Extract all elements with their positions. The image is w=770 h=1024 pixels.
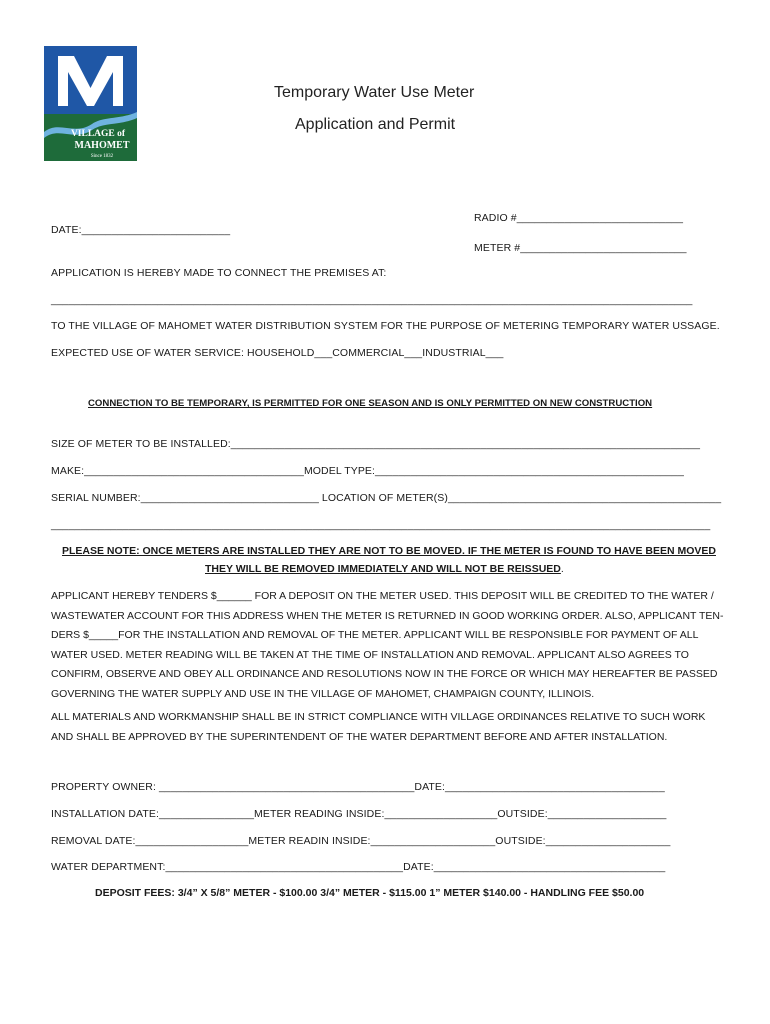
please-note-line2-wrap bbox=[205, 563, 564, 575]
expected-use-field[interactable]: EXPECTED USE OF WATER SERVICE: HOUSEHOLD___COMMERCIAL___INDUSTRIAL___ bbox=[51, 347, 504, 359]
tender-line: DERS $_____FOR THE INSTALLATION AND REMOVAL OF THE METER. APPLICANT WILL BE RESPONSIBLE FOR PAYMENT OF ALL bbox=[51, 629, 699, 641]
village-logo bbox=[44, 46, 137, 161]
tender-line: APPLICANT HEREBY TENDERS $______ FOR A DEPOSIT ON THE METER USED. THIS DEPOSIT WILL BE CREDITED TO THE WATER / bbox=[51, 590, 714, 602]
date-field[interactable]: DATE:_________________________ bbox=[51, 224, 231, 236]
location-continuation-field[interactable]: _______________________________________________________________________________________________________________ bbox=[51, 519, 711, 531]
serial-location-field[interactable]: SERIAL NUMBER:______________________________ LOCATION OF METER(S)______________________________________________ bbox=[51, 492, 722, 504]
materials-paragraph bbox=[51, 708, 719, 747]
connection-notice: CONNECTION TO BE TEMPORARY, IS PERMITTED FOR ONE SEASON AND IS ONLY PERMITTED ON NEW CONSTRUCTION bbox=[88, 398, 653, 409]
materials-line: AND SHALL BE APPROVED BY THE SUPERINTENDENT OF THE WATER DEPARTMENT BEFORE AND AFTER INSTALLATION. bbox=[51, 730, 668, 743]
village-logo-emblem bbox=[44, 46, 137, 161]
application-statement: APPLICATION IS HEREBY MADE TO CONNECT THE PREMISES AT: bbox=[51, 267, 387, 279]
make-model-field[interactable]: MAKE:_____________________________________MODEL TYPE:____________________________________________________ bbox=[51, 465, 684, 477]
deposit-fees: DEPOSIT FEES: 3/4” X 5/8” METER - $100.00 3/4” METER - $115.00 1” METER $140.00 - HANDLING FEE $50.00 bbox=[95, 887, 645, 899]
distribution-statement: TO THE VILLAGE OF MAHOMET WATER DISTRIBUTION SYSTEM FOR THE PURPOSE OF METERING TEMPORARY WATER USSAGE. bbox=[51, 320, 720, 332]
page-title: Temporary Water Use Meter bbox=[274, 84, 475, 101]
meter-field[interactable]: METER #____________________________ bbox=[474, 242, 687, 254]
tender-line: WASTEWATER ACCOUNT FOR THIS ADDRESS WHEN THE METER IS RETURNED IN GOOD WORKING ORDER. ALSO, APPLICANT TEN- bbox=[51, 609, 724, 622]
page-subtitle: Application and Permit bbox=[295, 116, 456, 133]
please-note-period: . bbox=[560, 563, 564, 575]
water-department-field[interactable]: WATER DEPARTMENT:________________________________________DATE:_______________________________________ bbox=[51, 861, 666, 873]
tender-line: CONFIRM, OBSERVE AND OBEY ALL ORDINANCE AND RESOLUTIONS NOW IN THE FORCE OR WHICH MAY HEREAFTER BE PASSED bbox=[51, 668, 718, 680]
radio-field[interactable]: RADIO #____________________________ bbox=[474, 212, 684, 224]
please-note-line2: THEY WILL BE REMOVED IMMEDIATELY AND WILL NOT BE REISSUED bbox=[205, 563, 561, 575]
premises-address-field[interactable]: ____________________________________________________________________________________________________________ bbox=[51, 294, 693, 306]
removal-date-field[interactable]: REMOVAL DATE:___________________METER READIN INSIDE:_____________________OUTSIDE:_____________________ bbox=[51, 835, 671, 847]
materials-line: ALL MATERIALS AND WORKMANSHIP SHALL BE IN STRICT COMPLIANCE WITH VILLAGE ORDINANCES RELATIVE TO SUCH WORK bbox=[51, 711, 706, 723]
logo-text-line3: Since 1832 bbox=[90, 154, 114, 159]
meter-size-field[interactable]: SIZE OF METER TO BE INSTALLED:_______________________________________________________________________________ bbox=[51, 438, 701, 450]
please-note-line1: PLEASE NOTE: ONCE METERS ARE INSTALLED THEY ARE NOT TO BE MOVED. IF THE METER IS FOUND TO HAVE BEEN MOVED bbox=[62, 545, 716, 557]
installation-date-field[interactable]: INSTALLATION DATE:________________METER READING INSIDE:___________________OUTSIDE:____________________ bbox=[51, 808, 667, 820]
property-owner-field[interactable]: PROPERTY OWNER: ___________________________________________DATE:_____________________________________ bbox=[51, 781, 665, 793]
tender-line: WATER USED. METER READING WILL BE TAKEN AT THE TIME OF INSTALLATION AND REMOVAL. APPLICANT ALSO AGREES TO bbox=[51, 648, 689, 661]
tender-paragraph bbox=[51, 587, 724, 704]
logo-text-line1: VILLAGE of bbox=[70, 129, 126, 139]
logo-text-line2: MAHOMET bbox=[74, 140, 130, 151]
tender-line: GOVERNING THE WATER SUPPLY AND USE IN THE VILLAGE OF MAHOMET, CHAMPAIGN COUNTY, ILLINOIS. bbox=[51, 687, 595, 700]
